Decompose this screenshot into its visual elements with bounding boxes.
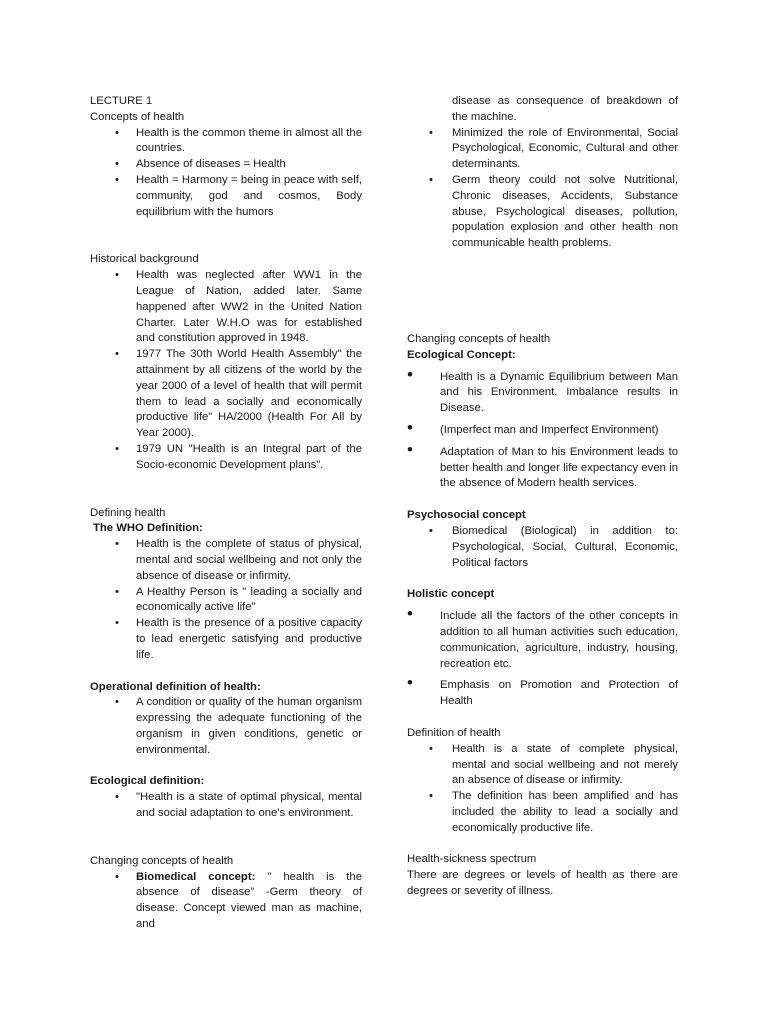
who-list: [90, 537, 362, 663]
list-item: • Emphasis on Promotion and Protection of Health: [407, 678, 678, 710]
spectrum-text: There are degrees or levels of health as there are degrees or severity of illness.: [407, 869, 678, 898]
list-item: • A condition or quality of the human organism expressing the adequate functioning of the organism in given conditions, genetic or environmental.: [90, 695, 362, 758]
changing-concepts-heading: Changing concepts of health: [90, 854, 234, 867]
concepts-list: [90, 126, 362, 221]
left-column: [90, 94, 362, 933]
history-heading: Historical background: [90, 253, 199, 266]
spectrum-heading: Health-sickness spectrum: [407, 853, 537, 866]
ecological-definition-list: [90, 790, 362, 822]
list-item: • The definition has been amplified and has included the ability to lead a socially and economically productive life.: [407, 789, 678, 836]
ecological-definition-heading: Ecological definition:: [90, 775, 205, 788]
list-item: • A Healthy Person is " leading a socially and economically active life": [90, 585, 362, 617]
holistic-list: [407, 609, 678, 710]
list-item: • "Health is a state of optimal physical, mental and social adaptation to one's environment.: [90, 790, 362, 822]
psychosocial-list: [407, 524, 678, 571]
lecture-title: LECTURE 1: [90, 95, 153, 107]
list-item: • (Imperfect man and Imperfect Environment): [407, 423, 678, 439]
operational-list: [90, 695, 362, 758]
operational-heading: Operational definition of health:: [90, 680, 261, 693]
list-item: • Minimized the role of Environmental, Social Psychological, Economic, Cultural and other determinants.: [407, 126, 678, 173]
definition-heading: Definition of health: [407, 726, 501, 739]
list-item: • Health was neglected after WW1 in the League of Nation, added later. Same happened after WW2 in the United Nation Charter. Later W.H.O was for established and constitution approved in 1948.: [90, 268, 362, 347]
list-item: • Health = Harmony = being in peace with self, community, god and cosmos, Body equilibrium with the humors: [90, 173, 362, 220]
list-item: • Absence of diseases = Health: [90, 157, 362, 173]
list-item: • 1979 UN "Health is an Integral part of the Socio-economic Development plans".: [90, 442, 362, 474]
definition-list: [407, 742, 678, 837]
concepts-heading: Concepts of health: [90, 110, 185, 123]
biomedical-list: [407, 126, 678, 252]
changing-concepts-list: [90, 870, 362, 933]
list-item: • Health is a Dynamic Equilibrium between Man and his Environment. Imbalance results in Disease.: [407, 370, 678, 417]
psychosocial-heading: Psychosocial concept: [407, 509, 526, 522]
ecological-concept-list: [407, 370, 678, 493]
who-heading: The WHO Definition:: [93, 522, 203, 535]
changing-concepts-heading-right: Changing concepts of health: [407, 332, 551, 345]
list-item: • Health is the common theme in almost all the countries.: [90, 126, 362, 158]
defining-heading: Defining health: [90, 506, 166, 519]
ecological-concept-heading: Ecological Concept:: [407, 348, 516, 361]
right-column: [407, 94, 678, 900]
history-list: [90, 268, 362, 473]
list-item: • Biomedical (Biological) in addition to: Psychological, Social, Cultural, Economic, Political factors: [407, 524, 678, 571]
list-item: • Include all the factors of the other concepts in addition to all human activities such education, communication, agriculture, industry, housing, recreation etc.: [407, 609, 678, 672]
list-item: • 1977 The 30th World Health Assembly" the attainment by all citizens of the world by the year 2000 of a level of health that will permit them to lead a socially and economically productive life" HA/2000 (Health For All by Year 2000).: [90, 347, 362, 442]
list-item: • Health is the complete of status of physical, mental and social wellbeing and not only the absence of disease or infirmity.: [90, 537, 362, 584]
biomedical-label: Biomedical concept:: [136, 870, 256, 883]
list-item: • Health is a state of complete physical, mental and social wellbeing and not merely an absence of disease or infirmity.: [407, 742, 678, 789]
biomedical-continuation: disease as consequence of breakdown of the machine.: [452, 95, 678, 123]
biomedical-text: " health is the absence of disease” -Germ theory of disease. Concept viewed man as machine, and: [136, 870, 362, 931]
list-item: • Adaptation of Man to his Environment leads to better health and longer life expectancy even in the absence of Modern health services.: [407, 445, 678, 492]
holistic-heading: Holistic concept: [407, 588, 495, 601]
list-item: [90, 870, 362, 933]
list-item: • Health is the presence of a positive capacity to lead energetic satisfying and productive life.: [90, 616, 362, 663]
list-item: • Germ theory could not solve Nutritional, Chronic diseases, Accidents, Substance abuse, Psychological diseases, pollution, population explosion and other health non communicable health problems.: [407, 173, 678, 252]
